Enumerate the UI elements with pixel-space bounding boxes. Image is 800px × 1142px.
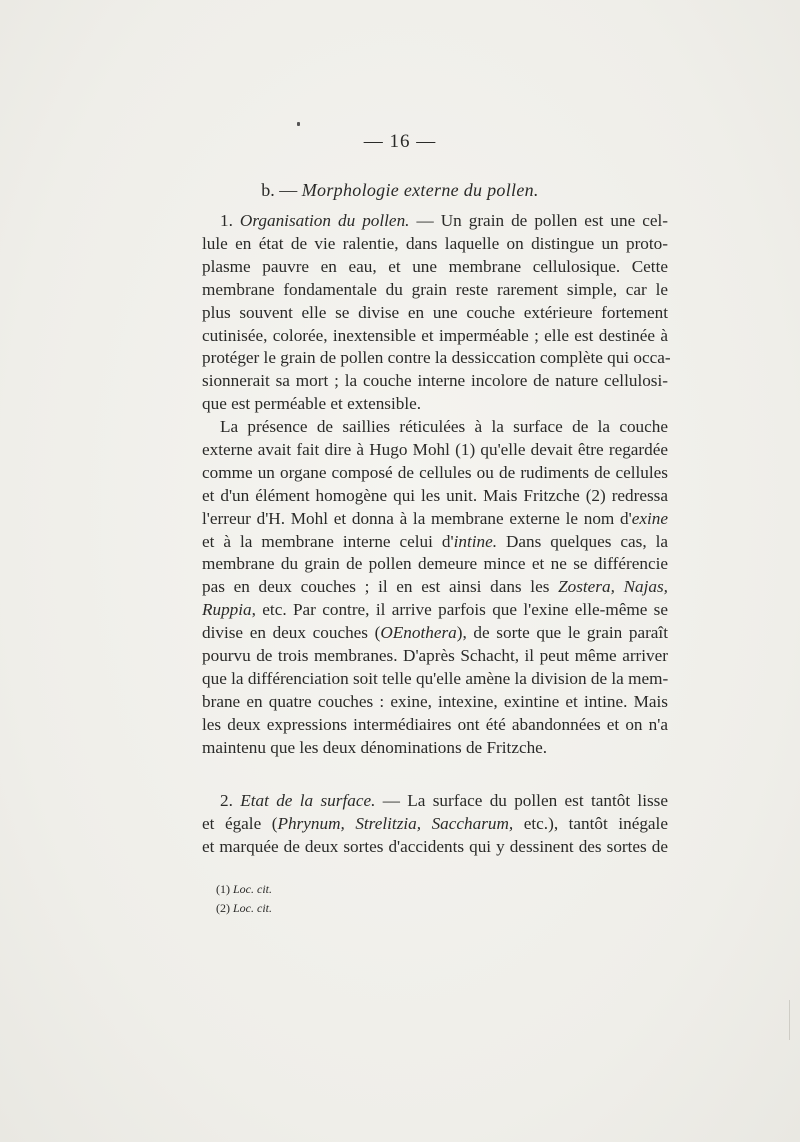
text-fragment: l'erreur d'H. Mohl et donna à la membrane externe le nom d' [202, 508, 632, 528]
italic-term: Zostera, Najas, [558, 577, 668, 597]
text-fragment: ), tantôt inégale [548, 813, 668, 833]
text-line: les deux expressions intermédiaires ont été abandonnées et on n'a [202, 714, 668, 734]
page-number: — 16 — [363, 131, 437, 152]
italic-term: OEnothera [380, 623, 457, 643]
footnote-number: (2) [216, 901, 230, 915]
text-fragment: Dans quelques cas, la [497, 531, 668, 551]
text-fragment: et à la membrane interne celui d' [202, 531, 454, 551]
text-fragment: ), de sorte que le grain paraît [456, 623, 668, 643]
text-line: que est perméable et extensible. [202, 394, 422, 414]
text-line: plus souvent elle se divise en une couche extérieure fortement [202, 302, 668, 322]
paragraph-organisation [202, 210, 671, 416]
text-fragment: — Un grain de pollen est une cel- [416, 211, 669, 230]
text-line: pourvu de trois membranes. D'après Schacht, il peut même arriver [202, 646, 668, 666]
text-line [202, 622, 668, 645]
text-line: et d'un élément homogène qui les unit. Mais Fritzche (2) redressa [202, 485, 668, 505]
text-line: membrane fondamentale du grain reste rarement simple, car le [202, 279, 668, 299]
text-fragment: , etc. Par contre, il arrive parfois que l'exine elle-même se [251, 600, 668, 620]
text-line: plasme pauvre en eau, et une membrane cellulosique. Cette [202, 256, 668, 276]
text-line: lule en état de vie ralentie, dans laquelle on distingue un proto- [202, 233, 668, 253]
section-prefix: b. — [261, 180, 298, 200]
text-line: protéger le grain de pollen contre la dessiccation complète qui occa- [202, 348, 671, 368]
footnotes [216, 880, 272, 918]
paragraph-title: Organisation du pollen. [239, 211, 410, 230]
text-line [202, 790, 668, 813]
text-fragment: pas en deux couches ; il en est ainsi dans les [202, 577, 559, 597]
text-line [202, 531, 668, 554]
italic-term: Ruppia [202, 600, 252, 620]
italic-term: intine. [453, 531, 498, 551]
text-line [202, 599, 668, 622]
italic-term: exine [631, 508, 668, 528]
footnote-text: Loc. cit. [233, 901, 272, 915]
italic-term: Phrynum, Strelitzia, Saccharum, [277, 813, 514, 833]
footnote-number: (1) [216, 882, 230, 896]
text-fragment: et égale ( [202, 813, 278, 833]
text-line: et marquée de deux sortes d'accidents qui y dessinent des sortes de [202, 836, 668, 856]
text-line [202, 576, 668, 599]
ink-speck [297, 122, 300, 126]
paragraph-surface [202, 790, 668, 859]
text-line: membrane du grain de pollen demeure mince et ne se différencie [202, 554, 668, 574]
text-line [202, 813, 668, 836]
paragraph-number: 1. [220, 211, 233, 230]
text-line: externe avait fait dire à Hugo Mohl (1) qu'elle devait être regardée [202, 439, 668, 459]
text-fragment: divise en deux couches ( [202, 623, 381, 643]
section-title-text: Morphologie externe du pollen. [301, 180, 539, 200]
footnote [216, 899, 272, 918]
text-line: brane en quatre couches : exine, intexine, exintine et intine. Mais [202, 691, 668, 711]
text-line [202, 210, 668, 233]
text-line: maintenu que les deux dénominations de Fritzche. [202, 737, 548, 757]
text-line: La présence de saillies réticulées à la surface de la couche [220, 417, 668, 436]
text-fragment: etc. [513, 813, 549, 833]
footnote [216, 880, 272, 899]
section-heading [0, 180, 800, 201]
text-line: que la différenciation soit telle qu'elle amène la division de la mem- [202, 668, 669, 688]
text-fragment: — La surface du pollen est tantôt lisse [382, 791, 668, 810]
paragraph-title: Etat de la surface. [240, 791, 376, 810]
text-line [202, 508, 668, 531]
paragraph-number: 2. [220, 791, 233, 810]
paragraph-membranes [202, 416, 668, 760]
footnote-text: Loc. cit. [233, 882, 272, 896]
text-line: cutinisée, colorée, inextensible et imperméable ; elle est destinée à [202, 325, 668, 345]
text-line: sionnerait sa mort ; la couche interne incolore de nature cellulosi- [202, 371, 668, 391]
page-edge-mark [789, 1000, 790, 1040]
text-line: comme un organe composé de cellules ou de rudiments de cellules [202, 462, 668, 482]
